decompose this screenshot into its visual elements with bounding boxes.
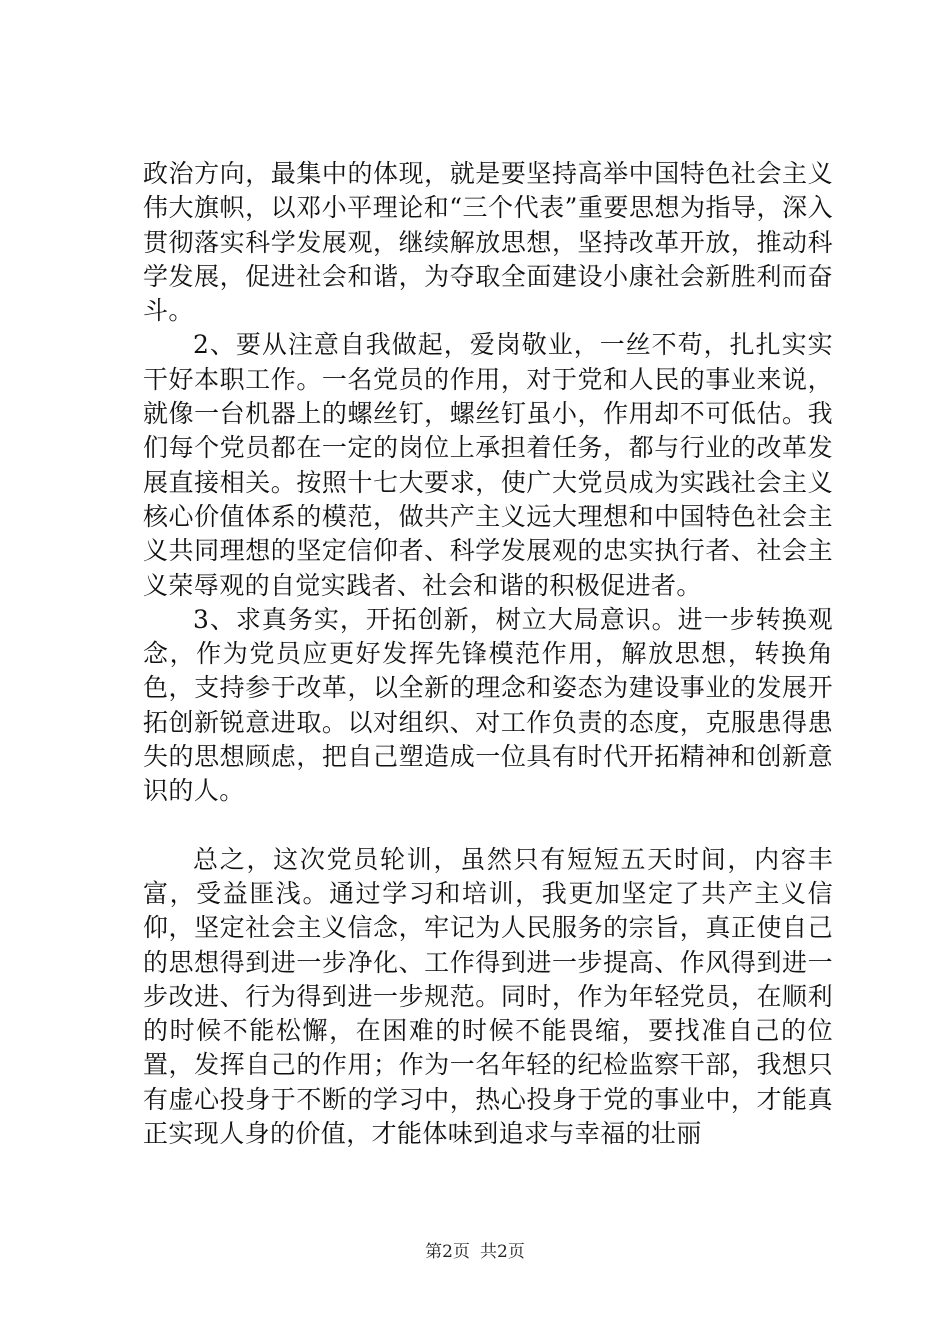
paragraph-point-3: 3、求真务实，开拓创新，树立大局意识。进一步转换观念，作为党员应更好发挥先锋模范作用，解放思想，转换角色，支持参于改革，以全新的理念和姿态为建设事业的发展开拓创新锐意进取。以对组织、对工作负责的态度，克服患得患失的思想顾虑，把自己塑造成一位具有时代开拓精神和创新意识的人。: [143, 604, 833, 806]
paragraph-spacer: [143, 809, 833, 843]
paragraph-continuation: 政治方向，最集中的体现，就是要坚持高举中国特色社会主义伟大旗帜，以邓小平理论和“三个代表”重要思想为指导，深入贯彻落实科学发展观，继续解放思想，坚持改革开放，推动科学发展，促进社会和谐，为夺取全面建设小康社会新胜利而奋斗。: [143, 159, 833, 326]
page-total: 共2页: [480, 1242, 525, 1262]
document-body: [143, 157, 833, 1151]
paragraph-conclusion: 总之，这次党员轮训，虽然只有短短五天时间，内容丰富，受益匪浅。通过学习和培训，我更加坚定了共产主义信仰，坚定社会主义信念，牢记为人民服务的宗旨，真正使自己的思想得到进一步净化、工作得到进一步提高、作风得到进一步改进、行为得到进一步规范。同时，作为年轻党员，在顺利的时候不能松懈，在困难的时候不能畏缩，要找准自己的位置，发挥自己的作用；作为一名年轻的纪检监察干部，我想只有虚心投身于不断的学习中，热心投身于党的事业中，才能真正实现人身的价值，才能体味到追求与幸福的壮丽: [143, 844, 833, 1149]
paragraph-point-2: 2、要从注意自我做起，爱岗敬业，一丝不苟，扎扎实实干好本职工作。一名党员的作用，对于党和人民的事业来说，就像一台机器上的螺丝钉，螺丝钉虽小，作用却不可低估。我们每个党员都在一定的岗位上承担着任务，都与行业的改革发展直接相关。按照十七大要求，使广大党员成为实践社会主义核心价值体系的模范，做共产主义远大理想和中国特色社会主义共同理想的坚定信仰者、科学发展观的忠实执行者、社会主义荣辱观的自觉实践者、社会和谐的积极促进者。: [143, 330, 833, 600]
page-number: 第2页: [425, 1242, 470, 1262]
page-footer: [0, 1241, 950, 1263]
